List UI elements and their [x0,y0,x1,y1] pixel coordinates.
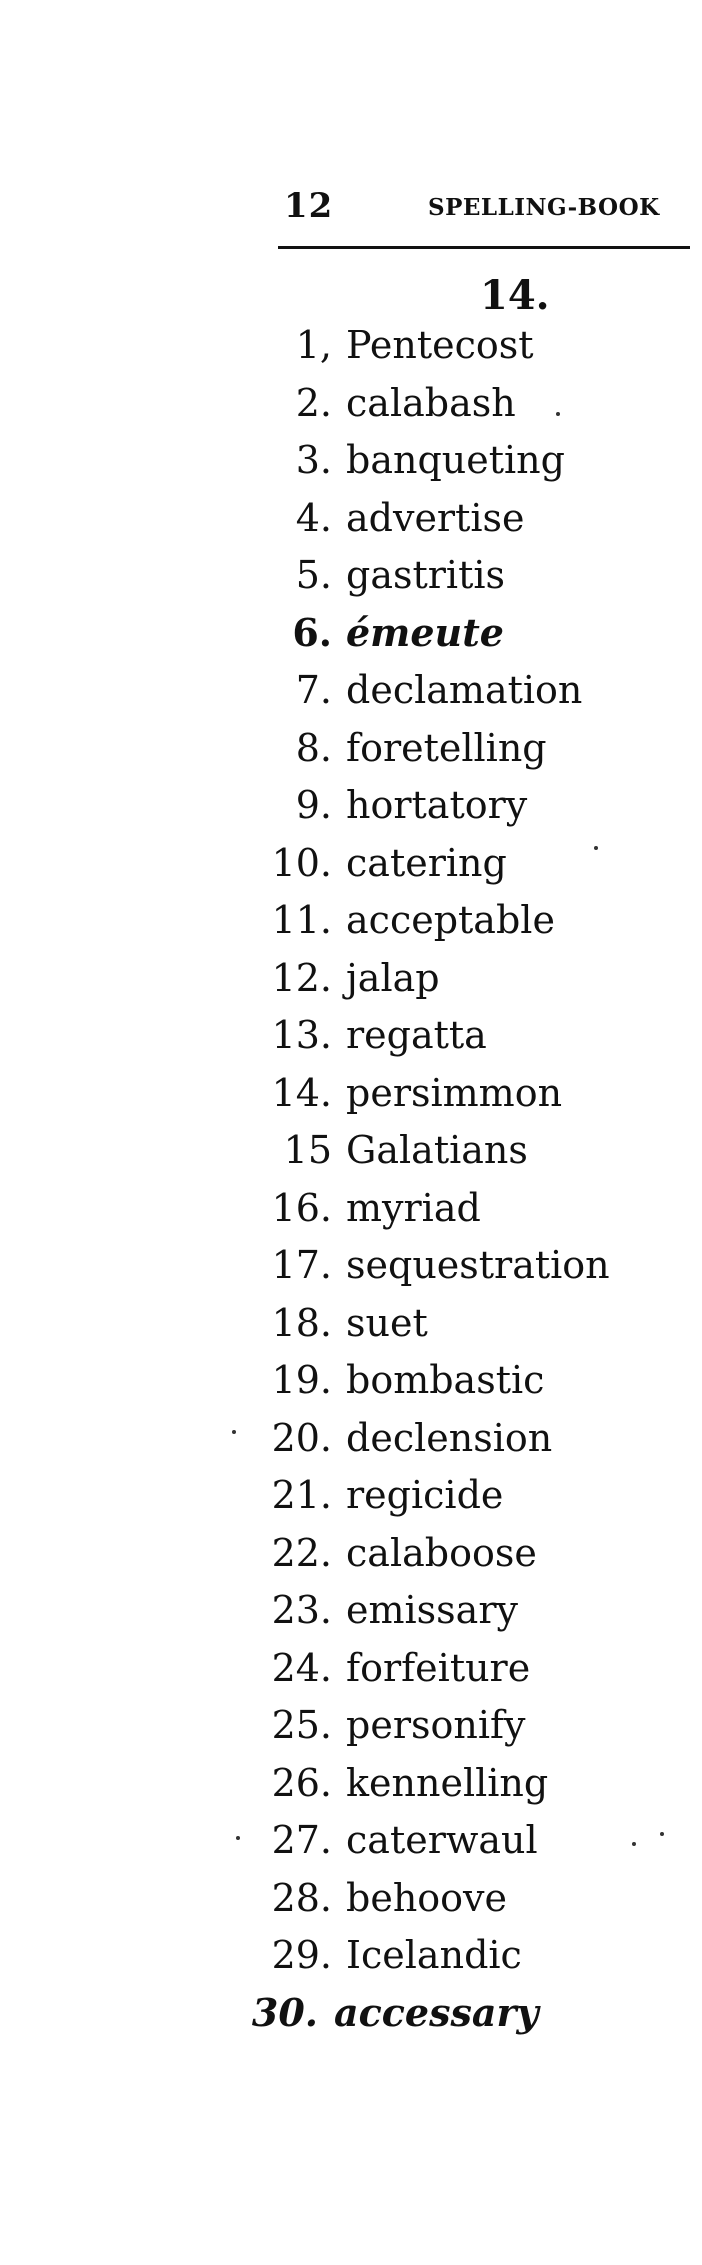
word-number: 13. [271,1013,332,1057]
word-text: behoove [346,1875,507,1920]
word-text: foretelling [346,725,547,770]
word-number: 10. [271,840,332,885]
word-text: calaboose [346,1530,537,1575]
word-text: personify [346,1703,526,1747]
word-row-23 [0,1585,702,1643]
word-number: 24. [271,1645,332,1690]
word-number: 29. [271,1933,332,1977]
word-row-6 [0,608,702,666]
word-text: regatta [346,1013,487,1057]
word-row-1 [0,320,702,378]
word-row-28 [0,1873,702,1931]
word-number: 7. [295,668,332,712]
word-row-9 [0,780,702,838]
print-speck [232,1430,236,1434]
word-row-3 [0,435,702,493]
word-number: 22. [271,1530,332,1575]
word-number: 21. [271,1473,332,1517]
word-text: calabash [346,380,516,425]
word-number: 3. [295,438,332,482]
word-text: myriad [346,1185,481,1230]
word-row-30 [0,1988,702,2046]
word-row-22 [0,1528,702,1586]
word-text: regicide [346,1473,504,1517]
print-speck [660,1832,664,1836]
word-number: 27. [271,1818,332,1862]
word-number: 6. [292,609,332,655]
word-row-29 [0,1930,702,1988]
header-rule [278,246,690,249]
word-row-12 [0,953,702,1011]
word-number: 30. [251,1989,318,2035]
word-row-20 [0,1413,702,1471]
print-speck [632,1842,636,1846]
print-speck [594,846,598,850]
word-row-13 [0,1010,702,1068]
word-text: declension [346,1415,553,1460]
word-row-7 [0,665,702,723]
word-row-17 [0,1240,702,1298]
word-text: Pentecost [346,323,534,367]
word-text-bold-italic: accessary [334,1989,539,2035]
word-row-2 [0,378,702,436]
word-row-26 [0,1758,702,1816]
word-text: suet [346,1300,428,1345]
word-text: kennelling [346,1760,549,1805]
word-text-italic: émeute [346,609,504,655]
word-text: Icelandic [346,1933,522,1977]
word-number: 4. [295,495,332,540]
word-row-15 [0,1125,702,1183]
word-row-14 [0,1068,702,1126]
word-text: declamation [346,668,583,712]
word-row-21 [0,1470,702,1528]
word-number: 19. [271,1358,332,1402]
word-number: 16. [271,1185,332,1230]
word-number: 18. [271,1300,332,1345]
word-text: banqueting [346,438,565,482]
print-speck [236,1836,240,1840]
word-row-11 [0,895,702,953]
word-row-5 [0,550,702,608]
word-text: hortatory [346,783,528,827]
word-number: 8. [295,725,332,770]
word-text: forfeiture [346,1645,531,1690]
spelling-word-list [0,320,702,2045]
word-text: gastritis [346,553,505,597]
running-head [278,186,690,236]
word-text: persimmon [346,1070,563,1115]
word-text: caterwaul [346,1818,538,1862]
word-number: 14. [271,1070,332,1115]
word-number: 26. [271,1760,332,1805]
word-text: Galatians [346,1128,528,1172]
word-text: catering [346,840,507,885]
word-text: jalap [346,955,440,1000]
word-number: 23. [271,1588,332,1632]
word-row-25 [0,1700,702,1758]
lesson-number: 14. [480,272,550,319]
word-number: 20. [271,1415,332,1460]
word-number: 17. [271,1243,332,1287]
word-number: 12. [271,955,332,1000]
word-text: emissary [346,1588,518,1632]
word-row-18 [0,1298,702,1356]
word-number: 1, [295,323,332,367]
word-number: 25. [271,1703,332,1747]
word-number: 15 [283,1128,332,1172]
word-text: sequestration [346,1243,610,1287]
word-text: bombastic [346,1358,545,1402]
word-number: 11. [271,898,332,942]
print-speck [556,412,560,416]
word-text: advertise [346,495,525,540]
word-row-19 [0,1355,702,1413]
word-number: 28. [271,1875,332,1920]
word-row-8 [0,723,702,781]
page-number: 12 [284,186,334,226]
word-row-16 [0,1183,702,1241]
word-row-24 [0,1643,702,1701]
word-row-27 [0,1815,702,1873]
word-number: 2. [295,380,332,425]
book-title: SPELLING-BOOK [428,194,660,221]
word-number: 9. [295,783,332,827]
word-number: 5. [295,553,332,597]
word-text: acceptable [346,898,555,942]
word-row-4 [0,493,702,551]
